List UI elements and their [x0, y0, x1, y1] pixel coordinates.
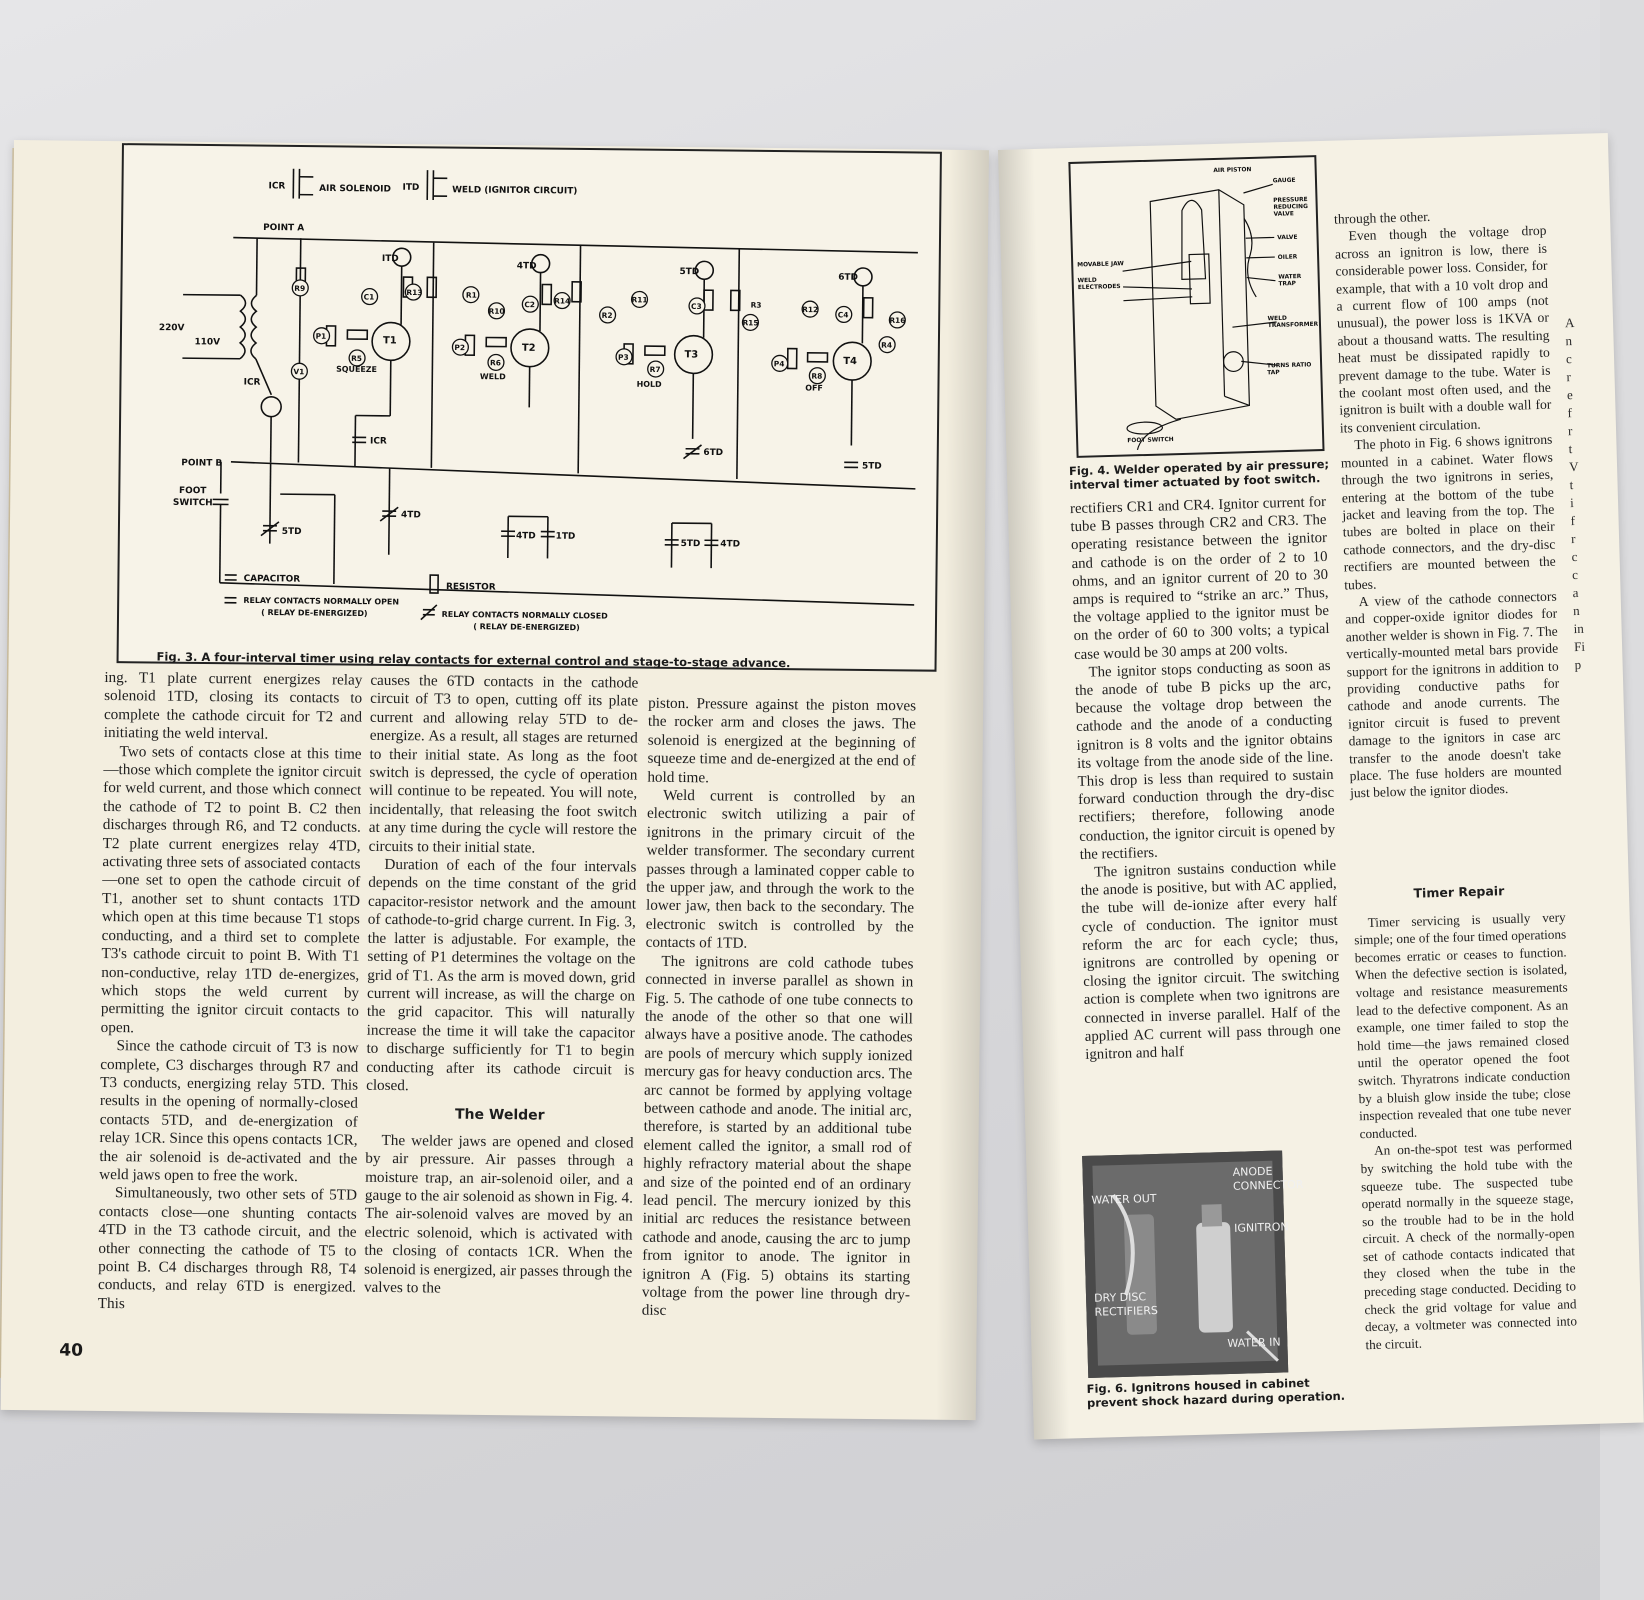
- label-prv1: PRESSURE: [1273, 197, 1308, 205]
- label-r10: R10: [488, 306, 505, 316]
- label-weld-electrodes1: WELD: [1077, 277, 1097, 285]
- label-air-piston: AIR PISTON: [1213, 167, 1252, 175]
- label-movable-jaw: MOVABLE JAW: [1077, 261, 1124, 269]
- fragment: c: [1571, 548, 1578, 565]
- ignitron-photo-svg: [1082, 1150, 1304, 1377]
- timer-schematic-svg: [119, 145, 940, 670]
- label-6td-top: 6TD: [838, 272, 858, 283]
- label-c4: C4: [837, 310, 849, 320]
- section-heading-timer-repair: Timer Repair: [1413, 883, 1505, 901]
- label-squeeze: SQUEEZE: [336, 364, 378, 375]
- label-220v: 220V: [158, 323, 185, 334]
- legend-no-1: RELAY CONTACTS NORMALLY OPEN: [243, 595, 400, 607]
- paragraph: A view of the cathode connectors and copper-oxide ignitor diodes for another welder is shown in Fig. 7. The vertically-mounted metal bars provide support for the ignitrons in addition to providing conductive paths for cathode and anode currents. The ignitor circuit is fused to prevent damage to the ignitors in case arc transfer to the anode doesn't take place. The fuse holders are mounted just below the ignitor diodes.: [1345, 588, 1562, 801]
- label-water1: WATER: [1278, 274, 1302, 281]
- label-5td-low: 5TD: [281, 526, 302, 538]
- fragment: r: [1566, 369, 1572, 385]
- left-column-1: [98, 669, 363, 1316]
- label-ignitron: IGNITRON: [1234, 1220, 1289, 1235]
- fragment: a: [1572, 584, 1579, 601]
- paragraph: causes the 6TD contacts in the cathode circuit of T3 to open, cutting off its plate current and allowing relay 5TD to de-energize. As a result, all stages are returned to their initial state. As long as the foot switch is depressed, the cycle of operation will continue to be repeated. You will note, incidentally, that releasing the foot switch at any time during the cycle will restore the circuits to their initial state.: [368, 671, 639, 857]
- paragraph: The ignitrons are cold cathode tubes connected in inverse parallel as shown in Fig. 5. The cathode of one tube connects to the anode of the other so that one will always have a positive anode. The cathodes are pools of mercury which supply ionized mercury gas for heavy conduction arcs. The arc cannot be formed by applying voltage between cathode and anode. The initial arc, therefore, is started by an additional tube element called the ignitor, a small rod of highly refractory material about the shape and size of the pointed end of an ordinary lead pencil. The mercury ionized by this initial arc reduces the resistance between cathode and anode, causing the arc to jump from ignitor to anode. The ignitor in ignitron A (Fig. 5) obtains its starting voltage from the power line through dry-disc: [641, 952, 914, 1320]
- figure-3-caption: Fig. 3. A four-interval timer using relay contacts for external control and stage-to-stage advance.: [156, 649, 791, 671]
- label-hold: HOLD: [636, 379, 662, 389]
- label-icr-coil: ICR: [243, 377, 261, 388]
- legend-no-2: ( RELAY DE-ENERGIZED): [261, 607, 368, 619]
- label-foot-switch: FOOT SWITCH: [1127, 437, 1174, 445]
- label-r2: R2: [601, 310, 613, 320]
- paragraph: Duration of each of the four intervals depends on the time constant of the grid capacitor-resistor network and the amount of cathode-to-grid charge current. In Fig. 3, the latter is adjustable. For example, the setting of P1 determines the voltage on the grid of T1. As the arm is moved down, grid current will increase, as will the charge on the grid capacitor. This will naturally increase the time it will take the capacitor to discharge sufficiently for T1 to begin conducting after its cathode circuit is closed.: [366, 855, 637, 1095]
- label-1td-mid: 1TD: [555, 531, 576, 542]
- figure-3-schematic: [117, 143, 942, 672]
- fragment: e: [1566, 387, 1574, 403]
- section-heading-welder: The Welder: [454, 1107, 545, 1124]
- label-prv2: REDUCING: [1273, 203, 1309, 211]
- label-dry-1: DRY DISC: [1093, 1290, 1147, 1305]
- right-column-b2: [1353, 874, 1578, 1353]
- label-point-b: POINT B: [181, 458, 223, 469]
- label-r8: R8: [811, 371, 823, 381]
- fragment: t: [1568, 441, 1573, 457]
- welder-drawing-svg: [1070, 157, 1322, 456]
- fragment: r: [1570, 531, 1576, 547]
- fragment: c: [1565, 351, 1573, 367]
- fragment: f: [1567, 405, 1573, 421]
- label-icr-air: ICR: [268, 181, 286, 192]
- fragment: p: [1574, 656, 1582, 673]
- label-weld-electrodes2: ELECTRODES: [1077, 283, 1121, 292]
- label-oiler: OILER: [1277, 254, 1298, 261]
- label-r12: R12: [802, 305, 819, 315]
- label-c1: C1: [363, 292, 375, 302]
- label-6td-contact: 6TD: [703, 447, 724, 459]
- label-r15: R15: [742, 318, 759, 328]
- label-r5: R5: [351, 353, 363, 364]
- fragment: c: [1571, 566, 1579, 583]
- label-r3: R3: [750, 300, 762, 310]
- paragraph: The welder jaws are opened and closed by air pressure. Air passes through a moisture trap, an air-solenoid oiler, and a gauge to the air solenoid as shown in Fig. 4. The air-solenoid valves are moved by an electric solenoid, which is activated with the closing of contacts 1CR. When the solenoid is energized, air passes through the valves to the: [363, 1131, 634, 1297]
- legend-nc-1: RELAY CONTACTS NORMALLY CLOSED: [441, 609, 608, 621]
- label-r4: R4: [881, 340, 893, 350]
- label-c3: C3: [691, 301, 702, 311]
- label-t3: T3: [684, 349, 699, 361]
- label-r11: R11: [631, 295, 648, 305]
- label-1td-top: ITD: [381, 253, 399, 265]
- label-4td-top: 4TD: [516, 261, 537, 272]
- figure-6-caption: Fig. 6. Ignitrons housed in cabinet prevent shock hazard during operation.: [1086, 1375, 1346, 1411]
- label-r13: R13: [406, 287, 423, 298]
- label-weld-ignitor: WELD (IGNITOR CIRCUIT): [452, 185, 578, 197]
- label-5td-low2: 5TD: [680, 538, 701, 550]
- fragment: in: [1573, 620, 1584, 637]
- paragraph: Two sets of contacts close at this time—those which complete the ignitor circuit for weld current, and those which connect the cathode of T2 to point B. C2 then discharges through R6, and T2 conducts. T2 plate current energizes relay 4TD, activating three sets of associated contacts—one set to open the cathode circuit of T1, another set to shunt contacts 1TD which open at this time because T1 stops conducting, and a third set to complete T3's cathode circuit to point B. With T1 non-conductive, relay 1TD de-energizes, which stops the weld current by permitting the ignitor circuit contacts to open.: [100, 742, 362, 1037]
- label-itd: ITD: [402, 182, 420, 193]
- label-4td-low: 4TD: [401, 510, 421, 521]
- fragment: t: [1569, 477, 1574, 493]
- paragraph: Even though the voltage drop across an ignitron is low, there is considerable power loss. Consider, for example, that with a 10 volt drop and a current flow of 100 amps (not unusual), the power loss is 1KVA or about a thousand watts. The resulting heat must be dissipated rapidly to prevent damage to the tube. Water is the coolant most often used, and the ignitron is built with a double wall for its convenient circulation.: [1334, 223, 1552, 436]
- left-column-3: [642, 695, 917, 1324]
- label-dry-2: RECTIFIERS: [1094, 1303, 1159, 1319]
- label-foot-1: FOOT: [178, 486, 207, 497]
- label-p2: P2: [454, 343, 466, 353]
- label-weld-transformer1: WELD: [1267, 315, 1287, 323]
- paragraph: Timer servicing is usually very simple; one of the four timed operations becomes erratic or ceases to function. When the defective section is isolated, voltage and resistance measurements lead to the defective component. As an example, one timer failed to stop the hold time—the jaws remained closed until the operator opened the foot switch. Thyratrons indicate conduction by a bluish glow inside the tube; close inspection revealed that one tube never conducted.: [1353, 909, 1572, 1142]
- label-p1: P1: [315, 331, 327, 341]
- label-t4: T4: [843, 356, 858, 368]
- paragraph: ing. T1 plate current energizes relay solenoid 1TD, closing its contacts to complete the cathode circuit for T2 and initiating the weld interval.: [103, 668, 363, 743]
- label-water-in: WATER IN: [1227, 1335, 1281, 1351]
- label-c2: C2: [524, 300, 536, 310]
- paragraph: An on-the-spot test was performed by switching the hold tube with the squeeze tube. The suspected tube operatd normally in the squeeze stage, so the trouble had to be in the hold circuit. A check of the normally-open set of cathode contacts indicated that they closed when the tube in the preceding stage conducted. Deciding to check the grid voltage for value and decay, a voltmeter was connected into the circuit.: [1360, 1137, 1578, 1353]
- paragraph: Weld current is controlled by an electronic switch utilizing a pair of ignitrons in the primary circuit of the welder transformer. The secondary current passes through a laminated copper cable to the upper jaw, and through the work to the lower jaw, then back to the secondary. The electronic switch is controlled by the contacts of 1TD.: [645, 786, 916, 953]
- label-v1: V1: [293, 367, 305, 377]
- label-r6: R6: [489, 358, 501, 368]
- paragraph: Simultaneously, two other sets of 5TD contacts close—one shunting contacts 4TD in the T3 cathode circuit, and the other connecting the cathode of T5 to point B. C4 discharges through R8, T4 conducts, and relay 6TD is energized. This: [97, 1184, 358, 1313]
- label-water-out: WATER OUT: [1091, 1191, 1157, 1207]
- label-turns2: TAP: [1267, 370, 1280, 377]
- legend-resistor: RESISTOR: [445, 582, 496, 593]
- label-t1: T1: [382, 335, 397, 347]
- figure-4-caption: Fig. 4. Welder operated by air pressure; interval timer actuated by foot switch.: [1068, 456, 1330, 493]
- paragraph: through the other.: [1333, 208, 1431, 227]
- paragraph: The photo in Fig. 6 shows ignitrons mounted in a cabinet. Water flows through the two ignitrons in series, entering at the bottom of the tube jacket and leaving from the top. The tubes are bolted in place on their cathode connectors, and the dry-disc rectifiers are mounted between the tubes.: [1340, 431, 1556, 593]
- label-weld-transformer2: TRANSFORMER: [1267, 321, 1319, 330]
- label-4td-mid: 4TD: [515, 531, 536, 542]
- label-weld: WELD: [479, 372, 506, 382]
- label-4td-low2: 4TD: [720, 539, 741, 550]
- label-p3: P3: [618, 352, 629, 362]
- label-water2: TRAP: [1278, 281, 1297, 288]
- label-foot-2: SWITCH: [172, 497, 213, 509]
- label-r9: R9: [294, 283, 306, 293]
- paragraph: The ignitor stops conducting as soon as the anode of tube B picks up the arc, because the voltage drop between the cathode and the anode of a conducting ignitron is 8 volts and the ignitor obtains its voltage from the anode side of the line. This drop is less than required to sustain forward conduction through the dry-disc rectifiers; therefore, following anode conduction, the ignitor circuit is opened by the rectifiers.: [1074, 657, 1336, 863]
- fragment: r: [1567, 423, 1573, 439]
- label-prv3: VALVE: [1273, 211, 1294, 218]
- fragment: i: [1569, 495, 1574, 511]
- fragment: V: [1568, 458, 1579, 475]
- fragment: Fi: [1573, 638, 1586, 655]
- label-valve: VALVE: [1277, 234, 1298, 242]
- paragraph: piston. Pressure against the piston moves the rocker arm and closes the jaws. The solenoid is energized at the beginning of squeeze time and de-energized at the end of hold time.: [647, 694, 917, 786]
- fragment: A: [1564, 314, 1575, 331]
- label-anode-2: CONNECTOR: [1232, 1177, 1304, 1193]
- label-r14: R14: [554, 296, 571, 306]
- label-anode-1: ANODE: [1232, 1164, 1273, 1179]
- label-icr-contact: ICR: [370, 436, 387, 447]
- legend-nc-2: ( RELAY DE-ENERGIZED): [473, 622, 580, 633]
- label-off: OFF: [805, 383, 823, 393]
- label-air-solenoid: AIR SOLENOID: [319, 183, 391, 195]
- label-p4: P4: [773, 359, 785, 369]
- left-page: [1, 140, 989, 1420]
- label-110v: 110V: [194, 337, 221, 348]
- label-r7: R7: [649, 364, 661, 375]
- paragraph: rectifiers CR1 and CR4. Ignitor current for tube B passes through CR2 and CR3. The operating resistance between the ignitor and cathode is on the order of 2 to 10 ohms, and an ignitor current of 20 to 30 amps is required to “strike an arc.” Thus, the voltage applied to the ignitor must be on the order of 60 to 300 volts; a typical case would be 30 amps at 200 volts.: [1069, 493, 1330, 663]
- right-column-a: [1070, 493, 1342, 1064]
- legend-capacitor: CAPACITOR: [243, 574, 301, 585]
- label-gauge: GAUGE: [1272, 177, 1296, 185]
- label-r1: R1: [465, 290, 477, 300]
- right-column-b: [1334, 205, 1562, 803]
- left-column-2: [364, 672, 639, 1300]
- label-turns1: TURNS RATIO: [1266, 362, 1312, 370]
- page-number: 40: [59, 1340, 84, 1361]
- label-5td-top: 5TD: [679, 267, 700, 278]
- label-r16: R16: [889, 315, 906, 326]
- paragraph: Since the cathode circuit of T3 is now complete, C3 discharges through R7 and T3 conducts, energizing relay 5TD. This results in the opening of normally-closed contacts 5TD, and de-energization of relay 1CR. Since this opens contacts 1CR, the air solenoid is de-activated and the weld jaws open to free the work.: [99, 1037, 359, 1185]
- right-page: [998, 133, 1644, 1440]
- figure-4-welder-drawing: [1068, 155, 1324, 458]
- fragment: f: [1570, 513, 1576, 529]
- fragment: n: [1572, 602, 1580, 619]
- label-point-a: POINT A: [263, 222, 305, 234]
- figure-6-photo: [1082, 1150, 1304, 1377]
- paragraph: The ignitron sustains conduction while the anode is positive, but with AC applied, the tube will de-ionize after every half cycle of conduction. The ignitor must reform the arc for each cycle; thus, ignitrons are controlled by opening or closing the ignitor circuit. The switching action is complete when two ignitrons are connected in inverse parallel. Half of the applied AC current will pass through one ignitron and half: [1080, 857, 1341, 1064]
- fragment: n: [1565, 333, 1573, 349]
- label-5td-contact-r: 5TD: [861, 461, 882, 472]
- label-t2: T2: [521, 342, 536, 354]
- cut-off-column-fragments: [1565, 313, 1644, 1414]
